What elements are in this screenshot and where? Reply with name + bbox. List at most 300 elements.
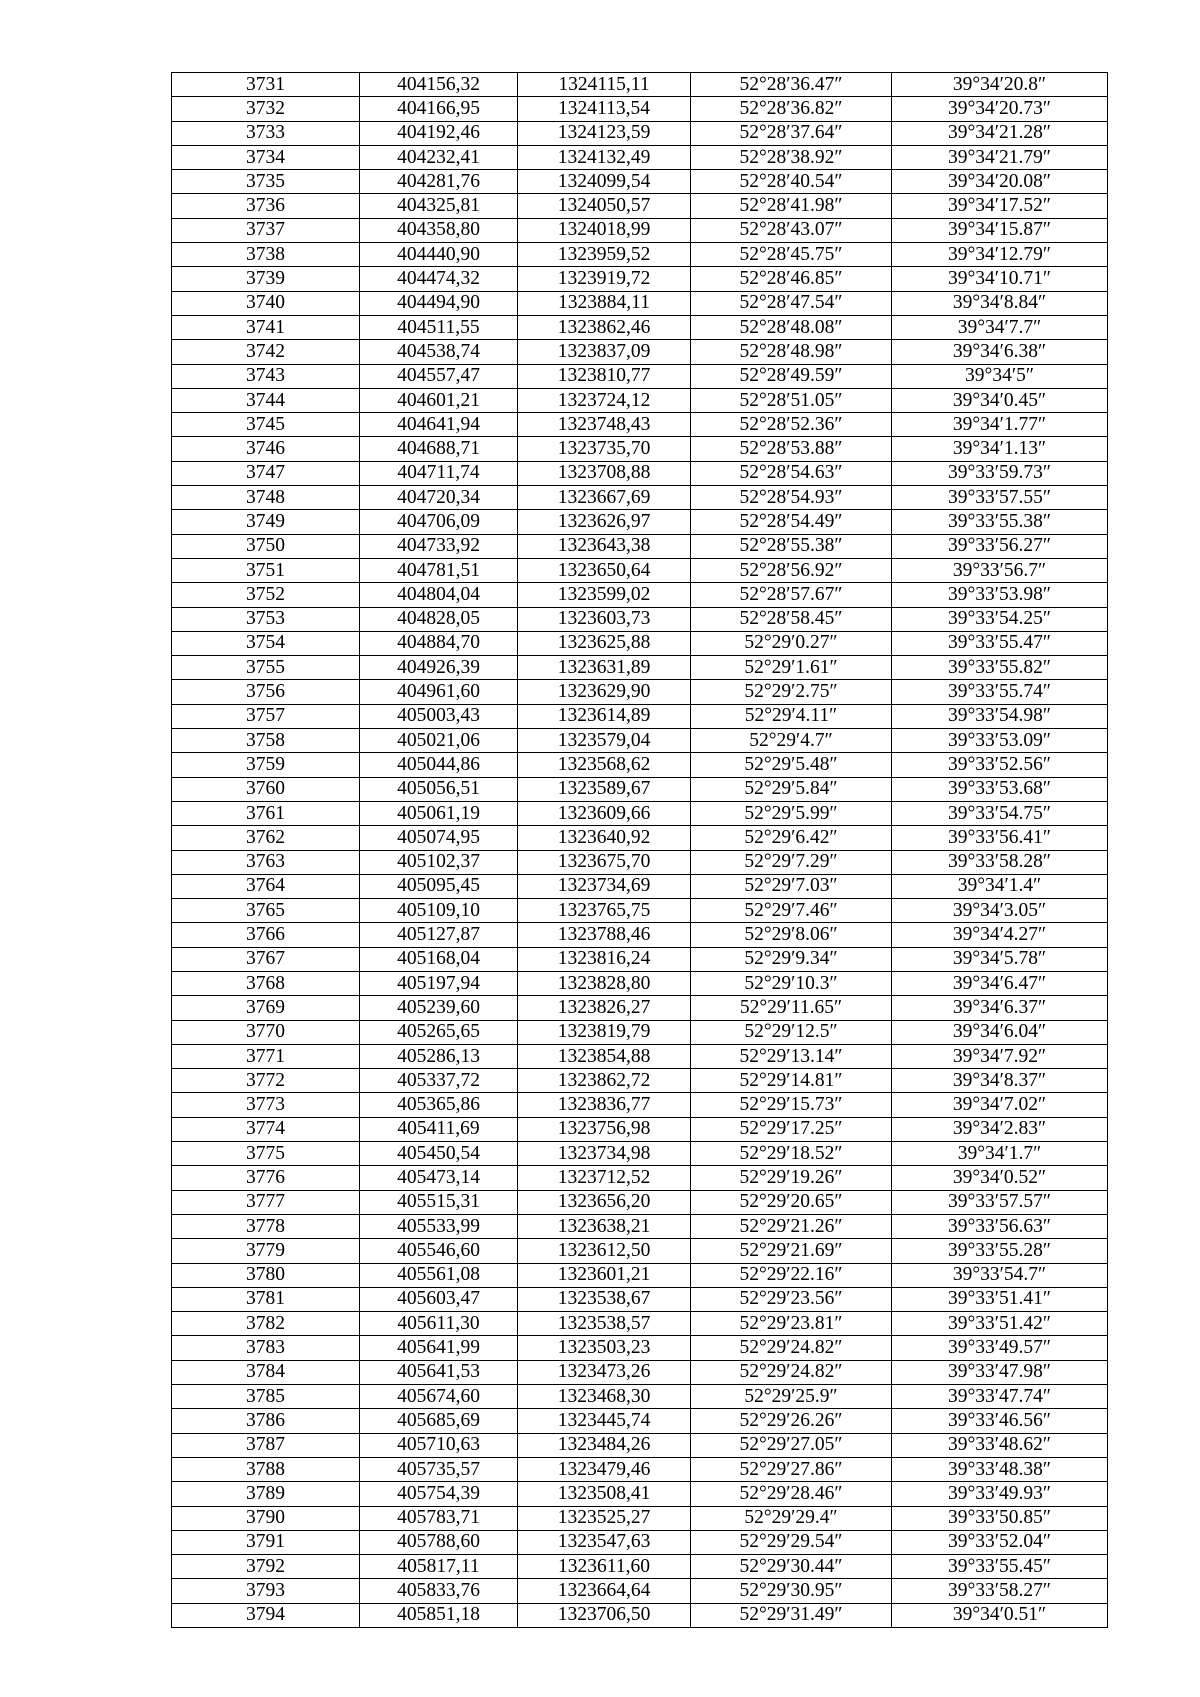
table-row [172, 1409, 1108, 1433]
latitude-cell: 52°29′18.52″ [691, 1142, 892, 1166]
table-row [172, 631, 1108, 655]
y-coordinate-cell: 1323503,23 [518, 1336, 691, 1360]
y-coordinate-cell: 1323468,30 [518, 1385, 691, 1409]
x-coordinate-cell: 404828,05 [360, 607, 518, 631]
table-row [172, 1190, 1108, 1214]
longitude-cell: 39°33′53.09″ [892, 729, 1108, 753]
table-row [172, 1579, 1108, 1603]
y-coordinate-cell: 1323638,21 [518, 1214, 691, 1238]
x-coordinate-cell: 404557,47 [360, 364, 518, 388]
longitude-cell: 39°33′56.41″ [892, 826, 1108, 850]
y-coordinate-cell: 1323675,70 [518, 850, 691, 874]
latitude-cell: 52°28′51.05″ [691, 388, 892, 412]
longitude-cell: 39°34′15.87″ [892, 218, 1108, 242]
longitude-cell: 39°34′1.77″ [892, 413, 1108, 437]
y-coordinate-cell: 1324132,49 [518, 145, 691, 169]
latitude-cell: 52°28′57.67″ [691, 583, 892, 607]
point-number-cell: 3749 [172, 510, 360, 534]
table-row [172, 1214, 1108, 1238]
x-coordinate-cell: 404733,92 [360, 534, 518, 558]
x-coordinate-cell: 405788,60 [360, 1530, 518, 1554]
longitude-cell: 39°33′49.57″ [892, 1336, 1108, 1360]
latitude-cell: 52°29′11.65″ [691, 996, 892, 1020]
y-coordinate-cell: 1323601,21 [518, 1263, 691, 1287]
longitude-cell: 39°33′53.98″ [892, 583, 1108, 607]
latitude-cell: 52°29′6.42″ [691, 826, 892, 850]
longitude-cell: 39°33′54.25″ [892, 607, 1108, 631]
x-coordinate-cell: 404281,76 [360, 170, 518, 194]
latitude-cell: 52°28′48.08″ [691, 315, 892, 339]
longitude-cell: 39°33′54.98″ [892, 704, 1108, 728]
latitude-cell: 52°29′17.25″ [691, 1117, 892, 1141]
latitude-cell: 52°28′53.88″ [691, 437, 892, 461]
point-number-cell: 3794 [172, 1603, 360, 1627]
y-coordinate-cell: 1323765,75 [518, 899, 691, 923]
latitude-cell: 52°28′54.49″ [691, 510, 892, 534]
table-row [172, 1263, 1108, 1287]
point-number-cell: 3745 [172, 413, 360, 437]
table-row [172, 315, 1108, 339]
y-coordinate-cell: 1323656,20 [518, 1190, 691, 1214]
y-coordinate-cell: 1324123,59 [518, 121, 691, 145]
x-coordinate-cell: 405515,31 [360, 1190, 518, 1214]
point-number-cell: 3786 [172, 1409, 360, 1433]
x-coordinate-cell: 405286,13 [360, 1044, 518, 1068]
latitude-cell: 52°29′24.82″ [691, 1336, 892, 1360]
table-row [172, 1020, 1108, 1044]
table-row [172, 97, 1108, 121]
table-row [172, 923, 1108, 947]
point-number-cell: 3753 [172, 607, 360, 631]
longitude-cell: 39°33′46.56″ [892, 1409, 1108, 1433]
y-coordinate-cell: 1323473,26 [518, 1360, 691, 1384]
point-number-cell: 3759 [172, 753, 360, 777]
x-coordinate-cell: 405533,99 [360, 1214, 518, 1238]
y-coordinate-cell: 1323735,70 [518, 437, 691, 461]
longitude-cell: 39°34′17.52″ [892, 194, 1108, 218]
x-coordinate-cell: 405754,39 [360, 1482, 518, 1506]
table-row [172, 1312, 1108, 1336]
latitude-cell: 52°29′0.27″ [691, 631, 892, 655]
table-row [172, 1433, 1108, 1457]
y-coordinate-cell: 1323625,88 [518, 631, 691, 655]
point-number-cell: 3780 [172, 1263, 360, 1287]
x-coordinate-cell: 405003,43 [360, 704, 518, 728]
table-row [172, 388, 1108, 412]
point-number-cell: 3735 [172, 170, 360, 194]
y-coordinate-cell: 1323589,67 [518, 777, 691, 801]
longitude-cell: 39°34′20.73″ [892, 97, 1108, 121]
y-coordinate-cell: 1324099,54 [518, 170, 691, 194]
table-row [172, 801, 1108, 825]
longitude-cell: 39°34′10.71″ [892, 267, 1108, 291]
y-coordinate-cell: 1323748,43 [518, 413, 691, 437]
x-coordinate-cell: 404711,74 [360, 461, 518, 485]
table-row [172, 1069, 1108, 1093]
latitude-cell: 52°29′21.26″ [691, 1214, 892, 1238]
table-row [172, 850, 1108, 874]
longitude-cell: 39°33′56.27″ [892, 534, 1108, 558]
y-coordinate-cell: 1323959,52 [518, 243, 691, 267]
table-row [172, 1142, 1108, 1166]
y-coordinate-cell: 1323599,02 [518, 583, 691, 607]
latitude-cell: 52°29′5.84″ [691, 777, 892, 801]
x-coordinate-cell: 405411,69 [360, 1117, 518, 1141]
point-number-cell: 3732 [172, 97, 360, 121]
latitude-cell: 52°29′12.5″ [691, 1020, 892, 1044]
table-row [172, 947, 1108, 971]
latitude-cell: 52°29′29.4″ [691, 1506, 892, 1530]
latitude-cell: 52°28′40.54″ [691, 170, 892, 194]
longitude-cell: 39°33′48.62″ [892, 1433, 1108, 1457]
latitude-cell: 52°28′55.38″ [691, 534, 892, 558]
table-row [172, 1506, 1108, 1530]
latitude-cell: 52°29′25.9″ [691, 1385, 892, 1409]
table-row [172, 170, 1108, 194]
table-row [172, 899, 1108, 923]
longitude-cell: 39°33′58.27″ [892, 1579, 1108, 1603]
y-coordinate-cell: 1323445,74 [518, 1409, 691, 1433]
x-coordinate-cell: 404926,39 [360, 656, 518, 680]
point-number-cell: 3776 [172, 1166, 360, 1190]
x-coordinate-cell: 404156,32 [360, 73, 518, 97]
x-coordinate-cell: 405365,86 [360, 1093, 518, 1117]
longitude-cell: 39°33′53.68″ [892, 777, 1108, 801]
longitude-cell: 39°33′58.28″ [892, 850, 1108, 874]
table-row [172, 340, 1108, 364]
latitude-cell: 52°29′1.61″ [691, 656, 892, 680]
point-number-cell: 3737 [172, 218, 360, 242]
y-coordinate-cell: 1323603,73 [518, 607, 691, 631]
x-coordinate-cell: 405603,47 [360, 1287, 518, 1311]
y-coordinate-cell: 1323643,38 [518, 534, 691, 558]
table-row [172, 729, 1108, 753]
latitude-cell: 52°29′23.56″ [691, 1287, 892, 1311]
latitude-cell: 52°29′29.54″ [691, 1530, 892, 1554]
x-coordinate-cell: 404641,94 [360, 413, 518, 437]
x-coordinate-cell: 404440,90 [360, 243, 518, 267]
longitude-cell: 39°33′55.74″ [892, 680, 1108, 704]
latitude-cell: 52°28′43.07″ [691, 218, 892, 242]
table-row [172, 971, 1108, 995]
y-coordinate-cell: 1323828,80 [518, 971, 691, 995]
y-coordinate-cell: 1324113,54 [518, 97, 691, 121]
latitude-cell: 52°29′22.16″ [691, 1263, 892, 1287]
point-number-cell: 3778 [172, 1214, 360, 1238]
longitude-cell: 39°34′8.84″ [892, 291, 1108, 315]
longitude-cell: 39°33′54.7″ [892, 1263, 1108, 1287]
longitude-cell: 39°33′59.73″ [892, 461, 1108, 485]
x-coordinate-cell: 405561,08 [360, 1263, 518, 1287]
longitude-cell: 39°33′50.85″ [892, 1506, 1108, 1530]
y-coordinate-cell: 1323568,62 [518, 753, 691, 777]
x-coordinate-cell: 405685,69 [360, 1409, 518, 1433]
x-coordinate-cell: 404192,46 [360, 121, 518, 145]
longitude-cell: 39°34′5.78″ [892, 947, 1108, 971]
y-coordinate-cell: 1323836,77 [518, 1093, 691, 1117]
longitude-cell: 39°34′8.37″ [892, 1069, 1108, 1093]
table-row [172, 1555, 1108, 1579]
y-coordinate-cell: 1323919,72 [518, 267, 691, 291]
longitude-cell: 39°34′1.7″ [892, 1142, 1108, 1166]
point-number-cell: 3784 [172, 1360, 360, 1384]
y-coordinate-cell: 1323734,69 [518, 874, 691, 898]
point-number-cell: 3779 [172, 1239, 360, 1263]
y-coordinate-cell: 1323712,52 [518, 1166, 691, 1190]
table-row [172, 267, 1108, 291]
table-row [172, 437, 1108, 461]
x-coordinate-cell: 405168,04 [360, 947, 518, 971]
latitude-cell: 52°29′21.69″ [691, 1239, 892, 1263]
point-number-cell: 3788 [172, 1457, 360, 1481]
table-row [172, 753, 1108, 777]
y-coordinate-cell: 1323609,66 [518, 801, 691, 825]
latitude-cell: 52°29′30.95″ [691, 1579, 892, 1603]
longitude-cell: 39°33′55.38″ [892, 510, 1108, 534]
latitude-cell: 52°29′4.11″ [691, 704, 892, 728]
table-row [172, 1603, 1108, 1627]
latitude-cell: 52°29′23.81″ [691, 1312, 892, 1336]
longitude-cell: 39°34′0.45″ [892, 388, 1108, 412]
longitude-cell: 39°33′49.93″ [892, 1482, 1108, 1506]
y-coordinate-cell: 1323708,88 [518, 461, 691, 485]
y-coordinate-cell: 1323816,24 [518, 947, 691, 971]
x-coordinate-cell: 405021,06 [360, 729, 518, 753]
table-row [172, 558, 1108, 582]
x-coordinate-cell: 405710,63 [360, 1433, 518, 1457]
latitude-cell: 52°28′37.64″ [691, 121, 892, 145]
longitude-cell: 39°33′55.28″ [892, 1239, 1108, 1263]
y-coordinate-cell: 1323724,12 [518, 388, 691, 412]
table-row [172, 1385, 1108, 1409]
longitude-cell: 39°34′0.51″ [892, 1603, 1108, 1627]
point-number-cell: 3734 [172, 145, 360, 169]
y-coordinate-cell: 1324050,57 [518, 194, 691, 218]
y-coordinate-cell: 1323629,90 [518, 680, 691, 704]
x-coordinate-cell: 404511,55 [360, 315, 518, 339]
point-number-cell: 3775 [172, 1142, 360, 1166]
point-number-cell: 3783 [172, 1336, 360, 1360]
point-number-cell: 3765 [172, 899, 360, 923]
longitude-cell: 39°34′20.8″ [892, 73, 1108, 97]
point-number-cell: 3754 [172, 631, 360, 655]
longitude-cell: 39°34′1.13″ [892, 437, 1108, 461]
point-number-cell: 3741 [172, 315, 360, 339]
point-number-cell: 3767 [172, 947, 360, 971]
y-coordinate-cell: 1323538,57 [518, 1312, 691, 1336]
y-coordinate-cell: 1323579,04 [518, 729, 691, 753]
longitude-cell: 39°34′6.04″ [892, 1020, 1108, 1044]
x-coordinate-cell: 404166,95 [360, 97, 518, 121]
latitude-cell: 52°28′36.47″ [691, 73, 892, 97]
point-number-cell: 3769 [172, 996, 360, 1020]
x-coordinate-cell: 405265,65 [360, 1020, 518, 1044]
table-row [172, 218, 1108, 242]
latitude-cell: 52°29′9.34″ [691, 947, 892, 971]
point-number-cell: 3751 [172, 558, 360, 582]
point-number-cell: 3766 [172, 923, 360, 947]
longitude-cell: 39°34′4.27″ [892, 923, 1108, 947]
point-number-cell: 3731 [172, 73, 360, 97]
y-coordinate-cell: 1324115,11 [518, 73, 691, 97]
x-coordinate-cell: 404474,32 [360, 267, 518, 291]
y-coordinate-cell: 1323664,64 [518, 1579, 691, 1603]
x-coordinate-cell: 405127,87 [360, 923, 518, 947]
table-row [172, 1457, 1108, 1481]
latitude-cell: 52°28′41.98″ [691, 194, 892, 218]
y-coordinate-cell: 1323484,26 [518, 1433, 691, 1457]
x-coordinate-cell: 405817,11 [360, 1555, 518, 1579]
point-number-cell: 3793 [172, 1579, 360, 1603]
point-number-cell: 3777 [172, 1190, 360, 1214]
x-coordinate-cell: 404538,74 [360, 340, 518, 364]
point-number-cell: 3733 [172, 121, 360, 145]
point-number-cell: 3760 [172, 777, 360, 801]
table-row [172, 777, 1108, 801]
latitude-cell: 52°29′5.99″ [691, 801, 892, 825]
x-coordinate-cell: 405783,71 [360, 1506, 518, 1530]
y-coordinate-cell: 1323788,46 [518, 923, 691, 947]
y-coordinate-cell: 1323862,72 [518, 1069, 691, 1093]
point-number-cell: 3770 [172, 1020, 360, 1044]
longitude-cell: 39°33′47.98″ [892, 1360, 1108, 1384]
point-number-cell: 3746 [172, 437, 360, 461]
x-coordinate-cell: 404781,51 [360, 558, 518, 582]
y-coordinate-cell: 1323631,89 [518, 656, 691, 680]
point-number-cell: 3764 [172, 874, 360, 898]
x-coordinate-cell: 404688,71 [360, 437, 518, 461]
latitude-cell: 52°28′36.82″ [691, 97, 892, 121]
y-coordinate-cell: 1323854,88 [518, 1044, 691, 1068]
x-coordinate-cell: 404720,34 [360, 486, 518, 510]
longitude-cell: 39°34′6.37″ [892, 996, 1108, 1020]
point-number-cell: 3756 [172, 680, 360, 704]
longitude-cell: 39°34′21.28″ [892, 121, 1108, 145]
x-coordinate-cell: 405611,30 [360, 1312, 518, 1336]
table-row [172, 704, 1108, 728]
longitude-cell: 39°34′3.05″ [892, 899, 1108, 923]
latitude-cell: 52°28′46.85″ [691, 267, 892, 291]
x-coordinate-cell: 405197,94 [360, 971, 518, 995]
x-coordinate-cell: 404232,41 [360, 145, 518, 169]
latitude-cell: 52°29′13.14″ [691, 1044, 892, 1068]
point-number-cell: 3785 [172, 1385, 360, 1409]
table-row [172, 486, 1108, 510]
longitude-cell: 39°34′1.4″ [892, 874, 1108, 898]
y-coordinate-cell: 1323706,50 [518, 1603, 691, 1627]
latitude-cell: 52°29′20.65″ [691, 1190, 892, 1214]
table-row [172, 243, 1108, 267]
point-number-cell: 3752 [172, 583, 360, 607]
point-number-cell: 3762 [172, 826, 360, 850]
x-coordinate-cell: 404706,09 [360, 510, 518, 534]
point-number-cell: 3772 [172, 1069, 360, 1093]
point-number-cell: 3768 [172, 971, 360, 995]
y-coordinate-cell: 1323538,67 [518, 1287, 691, 1311]
table-row [172, 121, 1108, 145]
x-coordinate-cell: 404494,90 [360, 291, 518, 315]
longitude-cell: 39°34′20.08″ [892, 170, 1108, 194]
latitude-cell: 52°28′56.92″ [691, 558, 892, 582]
y-coordinate-cell: 1323479,46 [518, 1457, 691, 1481]
x-coordinate-cell: 405833,76 [360, 1579, 518, 1603]
point-number-cell: 3790 [172, 1506, 360, 1530]
table-row [172, 413, 1108, 437]
x-coordinate-cell: 404804,04 [360, 583, 518, 607]
table-row [172, 1166, 1108, 1190]
x-coordinate-cell: 405239,60 [360, 996, 518, 1020]
table-row [172, 826, 1108, 850]
y-coordinate-cell: 1324018,99 [518, 218, 691, 242]
point-number-cell: 3740 [172, 291, 360, 315]
table-row [172, 1239, 1108, 1263]
table-row [172, 607, 1108, 631]
y-coordinate-cell: 1323611,60 [518, 1555, 691, 1579]
point-number-cell: 3743 [172, 364, 360, 388]
table-row [172, 510, 1108, 534]
latitude-cell: 52°29′31.49″ [691, 1603, 892, 1627]
longitude-cell: 39°33′55.47″ [892, 631, 1108, 655]
table-row [172, 1287, 1108, 1311]
longitude-cell: 39°33′51.42″ [892, 1312, 1108, 1336]
x-coordinate-cell: 405473,14 [360, 1166, 518, 1190]
longitude-cell: 39°34′7.92″ [892, 1044, 1108, 1068]
longitude-cell: 39°33′52.56″ [892, 753, 1108, 777]
point-number-cell: 3747 [172, 461, 360, 485]
point-number-cell: 3739 [172, 267, 360, 291]
longitude-cell: 39°33′56.63″ [892, 1214, 1108, 1238]
x-coordinate-cell: 405546,60 [360, 1239, 518, 1263]
y-coordinate-cell: 1323547,63 [518, 1530, 691, 1554]
point-number-cell: 3757 [172, 704, 360, 728]
latitude-cell: 52°29′19.26″ [691, 1166, 892, 1190]
table-row [172, 73, 1108, 97]
x-coordinate-cell: 405641,99 [360, 1336, 518, 1360]
y-coordinate-cell: 1323667,69 [518, 486, 691, 510]
latitude-cell: 52°29′27.86″ [691, 1457, 892, 1481]
table-row [172, 364, 1108, 388]
latitude-cell: 52°28′49.59″ [691, 364, 892, 388]
latitude-cell: 52°28′45.75″ [691, 243, 892, 267]
y-coordinate-cell: 1323862,46 [518, 315, 691, 339]
table-row [172, 1336, 1108, 1360]
table-row [172, 1482, 1108, 1506]
x-coordinate-cell: 405044,86 [360, 753, 518, 777]
longitude-cell: 39°33′55.45″ [892, 1555, 1108, 1579]
y-coordinate-cell: 1323837,09 [518, 340, 691, 364]
latitude-cell: 52°29′7.46″ [691, 899, 892, 923]
x-coordinate-cell: 404884,70 [360, 631, 518, 655]
y-coordinate-cell: 1323810,77 [518, 364, 691, 388]
latitude-cell: 52°29′24.82″ [691, 1360, 892, 1384]
y-coordinate-cell: 1323819,79 [518, 1020, 691, 1044]
y-coordinate-cell: 1323508,41 [518, 1482, 691, 1506]
point-number-cell: 3736 [172, 194, 360, 218]
longitude-cell: 39°33′47.74″ [892, 1385, 1108, 1409]
x-coordinate-cell: 405851,18 [360, 1603, 518, 1627]
x-coordinate-cell: 405337,72 [360, 1069, 518, 1093]
x-coordinate-cell: 405056,51 [360, 777, 518, 801]
x-coordinate-cell: 404358,80 [360, 218, 518, 242]
longitude-cell: 39°34′6.38″ [892, 340, 1108, 364]
point-number-cell: 3789 [172, 1482, 360, 1506]
latitude-cell: 52°29′5.48″ [691, 753, 892, 777]
point-number-cell: 3755 [172, 656, 360, 680]
latitude-cell: 52°29′2.75″ [691, 680, 892, 704]
longitude-cell: 39°33′52.04″ [892, 1530, 1108, 1554]
latitude-cell: 52°29′8.06″ [691, 923, 892, 947]
latitude-cell: 52°29′15.73″ [691, 1093, 892, 1117]
